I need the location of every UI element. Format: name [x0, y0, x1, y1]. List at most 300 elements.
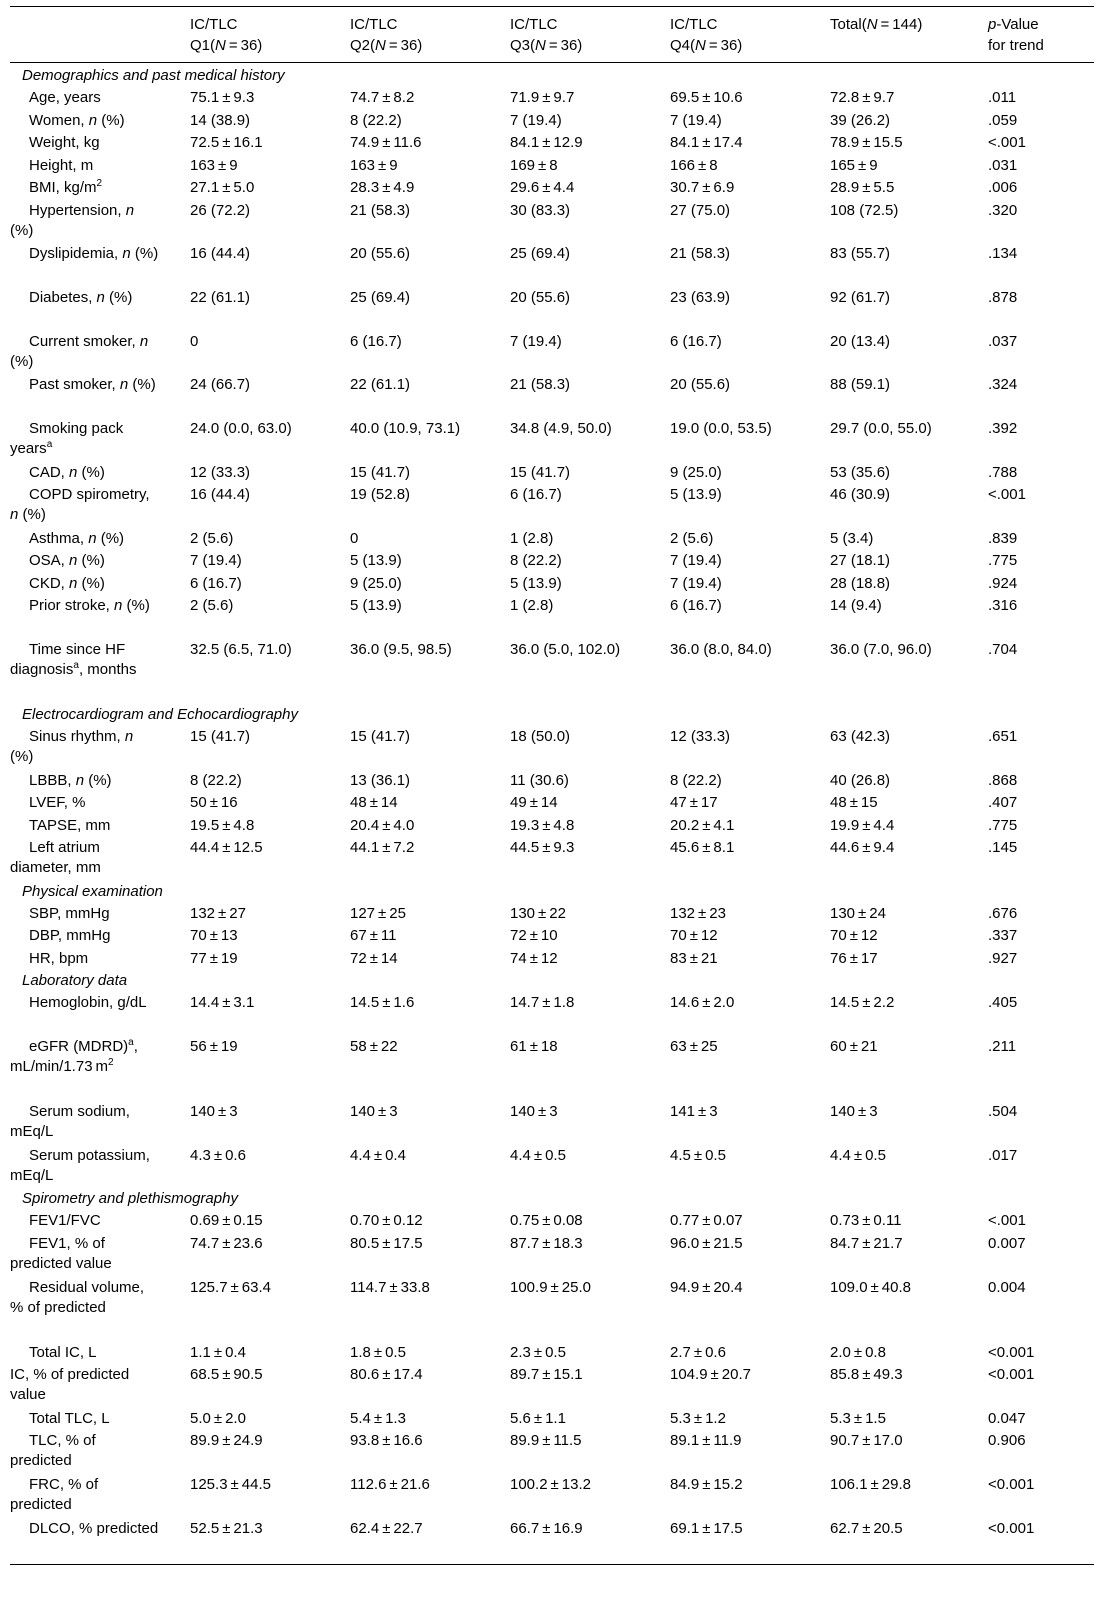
column-header-line1: IC/TLC [190, 16, 238, 33]
table-cell: 20 (55.6) [350, 245, 411, 263]
table-cell: 30.7 ± 6.9 [670, 179, 735, 196]
table-cell: 6 (16.7) [670, 597, 722, 615]
table-cell: 140 ± 3 [350, 1103, 398, 1120]
table-cell: 70 ± 13 [190, 927, 238, 945]
section-heading: Laboratory data [22, 972, 128, 990]
table-cell: <0.001 [988, 1475, 1035, 1493]
row-label: BMI, $kg/m^2$ [29, 178, 103, 196]
table-cell: 23 (63.9) [670, 288, 731, 306]
table-cell: 15 (41.7) [350, 728, 411, 745]
row-label: Hypertension, n (%) [10, 201, 135, 239]
row-label: Prior stroke, n (%) [29, 597, 150, 615]
table-cell: 25 (69.4) [350, 288, 411, 306]
header-bottom-rule [10, 62, 1094, 63]
table-cell: 70 ± 12 [830, 927, 878, 945]
table-cell: .134 [988, 245, 1018, 263]
column-header [988, 14, 1044, 56]
table-cell: 19.5 ± 4.8 [190, 816, 255, 834]
table-cell: 15 (41.7) [350, 463, 411, 481]
row-label: CAD, n (%) [29, 463, 105, 481]
section-heading: Electrocardiogram and Echocardiography [22, 706, 298, 723]
row-label: HR, bpm [29, 949, 89, 967]
table-cell: .320 [988, 201, 1018, 219]
row-label: FRC, % of predicted [10, 1475, 99, 1513]
table-cell: 29.6 ± 4.4 [510, 179, 575, 196]
table-cell: 19 (52.8) [350, 486, 411, 504]
table-cell: 87.7 ± 18.3 [510, 1234, 583, 1252]
table-cell: 26 (72.2) [190, 201, 251, 219]
table-cell: 16 (44.4) [190, 486, 251, 504]
table-cell: 1 (2.8) [510, 529, 554, 547]
row-label: COPD spirometry, n (%) [10, 486, 150, 524]
footnote-marker: a [128, 1037, 134, 1049]
table-cell: <0.001 [988, 1366, 1035, 1383]
table-cell: 84.1 ± 12.9 [510, 134, 583, 151]
table-cell: 8 (22.2) [670, 771, 722, 789]
table-cell: 169 ± 8 [510, 156, 558, 174]
column-header [350, 14, 422, 56]
table-cell: 20 (13.4) [830, 332, 891, 350]
table-cell: 6 (16.7) [510, 486, 562, 504]
table-cell: 21 (58.3) [510, 376, 571, 394]
table-cell: 66.7 ± 16.9 [510, 1519, 583, 1537]
column-header-line1: IC/TLC [350, 16, 398, 33]
table-cell: 4.5 ± 0.5 [670, 1146, 726, 1164]
footnote-marker: a [46, 439, 53, 450]
table-cell: 130 ± 24 [830, 904, 886, 922]
table-cell: 74.7 ± 23.6 [190, 1234, 263, 1252]
row-label: Current smoker, n (%) [10, 332, 149, 370]
table-cell: 74.9 ± 11.6 [350, 134, 422, 151]
table-cell: 9 (25.0) [350, 574, 402, 592]
table-cell: 5 (13.9) [350, 552, 402, 570]
table-cell: 88 (59.1) [830, 376, 891, 394]
table-cell: 4.4 ± 0.4 [350, 1146, 406, 1164]
table-cell: 2 (5.6) [190, 597, 234, 615]
italic-n: n [139, 332, 149, 350]
table-cell: 6 (16.7) [350, 332, 402, 350]
italic-n: n [114, 597, 123, 615]
table-cell: .316 [988, 597, 1018, 615]
table-cell: 14.5 ± 1.6 [350, 994, 415, 1012]
italic-n: n [88, 111, 98, 129]
table-cell: 47 ± 17 [670, 794, 718, 812]
italic-n: n [124, 728, 134, 745]
row-label: Diabetes, n (%) [29, 288, 133, 306]
table-cell: 11 (30.6) [510, 771, 569, 789]
table-cell: 84.9 ± 15.2 [670, 1475, 743, 1493]
italic-n: n [69, 574, 78, 592]
table-bottom-rule [10, 1564, 1094, 1565]
italic-N: N [535, 37, 546, 54]
table-cell: 130 ± 22 [510, 904, 566, 922]
table-cell: 27 (18.1) [830, 552, 891, 570]
table-cell: 46 (30.9) [830, 486, 891, 504]
table-cell: 30 (83.3) [510, 201, 571, 219]
table-cell: <.001 [988, 134, 1026, 151]
table-cell: 5 (3.4) [830, 529, 874, 547]
table-cell: 5 (13.9) [510, 574, 562, 592]
table-cell: 14.6 ± 2.0 [670, 994, 735, 1012]
table-cell: 4.3 ± 0.6 [190, 1146, 246, 1164]
table-cell: 0.77 ± 0.07 [670, 1212, 743, 1230]
table-cell: 80.6 ± 17.4 [350, 1366, 423, 1383]
table-cell: 140 ± 3 [510, 1103, 558, 1120]
table-cell: 108 (72.5) [830, 201, 899, 219]
table-cell: 166 ± 8 [670, 156, 718, 174]
column-header [190, 14, 262, 56]
table-cell: <.001 [988, 1212, 1026, 1230]
row-label: DBP, mmHg [29, 927, 111, 945]
table-cell: 14.5 ± 2.2 [830, 994, 895, 1012]
row-label: OSA, n (%) [29, 552, 105, 570]
table-cell: 125.7 ± 63.4 [190, 1278, 271, 1296]
table-cell: 52.5 ± 21.3 [190, 1519, 263, 1537]
table-cell: 19.9 ± 4.4 [830, 816, 895, 834]
italic-n: n [88, 529, 97, 547]
table-cell: 20 (55.6) [510, 288, 571, 306]
table-cell: 7 (19.4) [190, 552, 242, 570]
italic-n: n [119, 376, 129, 394]
table-cell: .775 [988, 552, 1018, 570]
table-cell: 114.7 ± 33.8 [350, 1278, 430, 1296]
table-cell: 62.4 ± 22.7 [350, 1519, 423, 1537]
table-cell: 25 (69.4) [510, 245, 571, 263]
row-label: Total IC, L [29, 1343, 97, 1361]
column-header-line2: Q1(N = 36) [190, 37, 263, 54]
table-cell: 32.5 (6.5, 71.0) [190, 641, 292, 659]
table-cell: 22 (61.1) [350, 376, 411, 394]
table-cell: 1.1 ± 0.4 [190, 1343, 246, 1361]
table-cell: .927 [988, 949, 1018, 967]
table-cell: 56 ± 19 [190, 1038, 238, 1056]
table-cell: .651 [988, 728, 1018, 745]
table-cell: 85.8 ± 49.3 [830, 1366, 903, 1383]
section-heading: Physical examination [22, 882, 163, 900]
table-cell: .392 [988, 420, 1018, 437]
table-cell: 92 (61.7) [830, 288, 891, 306]
table-cell: 165 ± 9 [830, 156, 878, 174]
table-cell: 2 (5.6) [190, 529, 234, 547]
table-cell: 19.0 (0.0, 53.5) [670, 420, 772, 437]
table-cell: 5.3 ± 1.2 [670, 1409, 726, 1427]
table-cell: .924 [988, 574, 1018, 592]
table-cell: 40 (26.8) [830, 771, 891, 789]
table-cell: .775 [988, 816, 1018, 834]
table-cell: 71.9 ± 9.7 [510, 89, 575, 106]
table-cell: 70 ± 12 [670, 927, 718, 945]
row-label: Serum sodium, mEq/L [10, 1103, 130, 1140]
table-cell: 112.6 ± 21.6 [350, 1475, 430, 1493]
table-cell: 163 ± 9 [350, 156, 398, 174]
table-cell: .878 [988, 288, 1018, 306]
table-cell: 22 (61.1) [190, 288, 251, 306]
column-header-line1: Total(N = 144) [830, 16, 923, 33]
table-cell: 4.4 ± 0.5 [830, 1146, 886, 1164]
table-cell: 132 ± 23 [670, 904, 726, 922]
table-cell: 15 (41.7) [190, 728, 251, 745]
table-cell: 29.7 (0.0, 55.0) [830, 420, 932, 437]
table-cell: 89.7 ± 15.1 [510, 1366, 583, 1383]
row-label: CKD, n (%) [29, 574, 105, 592]
table-cell: 94.9 ± 20.4 [670, 1278, 743, 1296]
table-cell: 20.2 ± 4.1 [670, 816, 735, 834]
row-label: Sinus rhythm, n (%) [10, 728, 134, 765]
italic-N: N [866, 16, 878, 33]
table-cell: 20.4 ± 4.0 [350, 816, 415, 834]
table-cell: 89.1 ± 11.9 [670, 1432, 742, 1450]
table-cell: 28.9 ± 5.5 [830, 179, 895, 196]
row-label: Serum potassium, mEq/L [10, 1146, 150, 1184]
table-cell: 21 (58.3) [350, 201, 411, 219]
table-cell: 63 (42.3) [830, 728, 891, 745]
table-cell: <.001 [988, 486, 1026, 504]
table-cell: 69.1 ± 17.5 [670, 1519, 743, 1537]
row-label: FEV1, % of predicted value [10, 1234, 112, 1272]
table-cell: 0.906 [988, 1432, 1026, 1450]
table-cell: .031 [988, 156, 1018, 174]
table-cell: 60 ± 21 [830, 1038, 878, 1056]
table-cell: 9 (25.0) [670, 463, 722, 481]
table-cell: 44.1 ± 7.2 [350, 839, 415, 857]
table-cell: 89.9 ± 11.5 [510, 1432, 582, 1450]
table-cell: 24 (66.7) [190, 376, 251, 394]
table-cell: 19.3 ± 4.8 [510, 816, 575, 834]
table-cell: .324 [988, 376, 1018, 394]
table-cell: 14 (38.9) [190, 111, 251, 129]
table-cell: 5 (13.9) [670, 486, 722, 504]
table-cell: .017 [988, 1146, 1018, 1164]
table-cell: 18 (50.0) [510, 728, 571, 745]
table-cell: 67 ± 11 [350, 927, 397, 945]
table-cell: 75.1 ± 9.3 [190, 89, 255, 106]
table-cell: 20 (55.6) [670, 376, 731, 394]
row-label: TAPSE, mm [29, 816, 111, 834]
row-label: Height, m [29, 156, 94, 174]
table-cell: 61 ± 18 [510, 1038, 558, 1056]
table-cell: 49 ± 14 [510, 794, 558, 812]
table-cell: 50 ± 16 [190, 794, 238, 812]
table-cell: 109.0 ± 40.8 [830, 1278, 911, 1296]
table-cell: .839 [988, 529, 1018, 547]
table-cell: 24.0 (0.0, 63.0) [190, 420, 292, 437]
table-cell: 0.047 [988, 1409, 1026, 1427]
table-cell: <0.001 [988, 1343, 1035, 1361]
table-cell: 15 (41.7) [510, 463, 571, 481]
table-cell: 12 (33.3) [670, 728, 731, 745]
superscript-2: 2 [96, 178, 103, 189]
table-cell: 63 ± 25 [670, 1038, 718, 1056]
row-label: Smoking pack years$^a$ [10, 420, 124, 457]
table-cell: 0.004 [988, 1278, 1026, 1296]
table-cell: .145 [988, 839, 1018, 857]
table-cell: 132 ± 27 [190, 904, 246, 922]
table-cell: 5 (13.9) [350, 597, 402, 615]
table-cell: .037 [988, 332, 1018, 350]
table-cell: 72 ± 10 [510, 927, 558, 945]
table-cell: 8 (22.2) [350, 111, 402, 129]
table-cell: 76 ± 17 [830, 949, 878, 967]
table-cell: .407 [988, 794, 1018, 812]
italic-n: n [69, 463, 78, 481]
table-cell: 68.5 ± 90.5 [190, 1366, 263, 1383]
italic-n: n [10, 506, 19, 524]
column-header-line2: for trend [988, 37, 1044, 54]
table-cell: 2.3 ± 0.5 [510, 1343, 566, 1361]
table-cell: 96.0 ± 21.5 [670, 1234, 743, 1252]
table-cell: 6 (16.7) [670, 332, 722, 350]
table-cell: 72.5 ± 16.1 [190, 134, 263, 151]
row-label: Women, n (%) [29, 111, 125, 129]
row-label: Age, years [29, 89, 101, 106]
table-cell: 36.0 (5.0, 102.0) [510, 641, 621, 659]
table-cell: 89.9 ± 24.9 [190, 1432, 263, 1450]
table-cell: 0.73 ± 0.11 [830, 1212, 902, 1230]
table-cell: 27 (75.0) [670, 201, 731, 219]
table-cell: 40.0 (10.9, 73.1) [350, 420, 461, 437]
table-cell: 0.75 ± 0.08 [510, 1212, 583, 1230]
footnote-marker: a [73, 660, 79, 672]
column-header-line1: IC/TLC [670, 16, 718, 33]
table-cell: 72.8 ± 9.7 [830, 89, 895, 106]
table-cell: 2.7 ± 0.6 [670, 1343, 726, 1361]
row-label: Residual volume, % of predicted [10, 1278, 145, 1316]
row-label: Hemoglobin, g/dL [29, 994, 147, 1012]
row-label: FEV1/FVC [29, 1212, 101, 1230]
table-cell: 2.0 ± 0.8 [830, 1343, 886, 1361]
italic-n: n [96, 288, 105, 306]
superscript-2: 2 [108, 1057, 114, 1069]
table-cell: 5.3 ± 1.5 [830, 1409, 886, 1427]
table-cell: 44.5 ± 9.3 [510, 839, 575, 857]
italic-p: p [988, 16, 997, 33]
table-cell: 44.4 ± 12.5 [190, 839, 263, 857]
table-cell: 44.6 ± 9.4 [830, 839, 895, 857]
table-cell: .011 [988, 89, 1017, 106]
table-cell: 14 (9.4) [830, 597, 882, 615]
row-label: Dyslipidemia, n (%) [29, 245, 159, 263]
italic-n: n [122, 245, 131, 263]
table-cell: 14.7 ± 1.8 [510, 994, 575, 1012]
table-cell: 0.70 ± 0.12 [350, 1212, 423, 1230]
header-row [10, 14, 1094, 58]
table-cell: 4.4 ± 0.5 [510, 1146, 566, 1164]
table-cell: 0 [190, 332, 199, 350]
table-cell: 5.6 ± 1.1 [510, 1409, 566, 1427]
table-cell: 69.5 ± 10.6 [670, 89, 743, 106]
table-cell: .704 [988, 641, 1018, 659]
italic-N: N [215, 37, 226, 54]
table-cell: 39 (26.2) [830, 111, 891, 129]
row-label: Past smoker, n (%) [29, 376, 156, 394]
table-cell: 100.9 ± 25.0 [510, 1278, 591, 1296]
table-cell: 8 (22.2) [190, 771, 242, 789]
column-header-line1: IC/TLC [510, 16, 558, 33]
row-label: Asthma, n (%) [29, 529, 125, 547]
table-cell: 74 ± 12 [510, 949, 558, 967]
table-cell: .868 [988, 771, 1018, 789]
table-cell: .676 [988, 904, 1018, 922]
table-cell: 7 (19.4) [510, 111, 562, 129]
italic-N: N [375, 37, 386, 54]
table-cell: 84.7 ± 21.7 [830, 1234, 903, 1252]
table-cell: 13 (36.1) [350, 771, 411, 789]
table-cell: 141 ± 3 [670, 1103, 718, 1120]
table-cell: .504 [988, 1103, 1018, 1120]
italic-N: N [695, 37, 706, 54]
table-cell: 53 (35.6) [830, 463, 891, 481]
table-cell: 62.7 ± 20.5 [830, 1519, 903, 1537]
row-label: Time since HF diagnosis$^a$, months [10, 641, 137, 679]
column-header-line2: Q4(N = 36) [670, 37, 743, 54]
table-cell: .006 [988, 179, 1018, 196]
row-label: eGFR (MDRD)$^a$, mL/min/1.73 $m^2$ [10, 1037, 138, 1076]
table-cell: 7 (19.4) [510, 332, 562, 350]
table-cell: .211 [988, 1038, 1017, 1056]
row-label: Left atrium diameter, mm [10, 839, 101, 877]
table-cell: 48 ± 14 [350, 794, 398, 812]
row-label: LVEF, % [29, 794, 86, 812]
table-cell: 0 [350, 529, 359, 547]
table-cell: 7 (19.4) [670, 552, 722, 570]
row-label: Total TLC, L [29, 1409, 110, 1427]
table-cell: 14.4 ± 3.1 [190, 994, 255, 1012]
row-label: LBBB, n (%) [29, 771, 112, 789]
table-cell: 5.0 ± 2.0 [190, 1409, 246, 1427]
table-cell: .405 [988, 994, 1018, 1012]
table-cell: .337 [988, 927, 1018, 945]
table-cell: 74.7 ± 8.2 [350, 89, 415, 106]
row-label: Weight, kg [29, 134, 100, 151]
table-cell: 12 (33.3) [190, 463, 251, 481]
column-header-line2: Q2(N = 36) [350, 37, 423, 54]
table-cell: 16 (44.4) [190, 245, 251, 263]
table-cell: 140 ± 3 [830, 1103, 878, 1120]
table-cell: 100.2 ± 13.2 [510, 1475, 591, 1493]
table-cell: 27.1 ± 5.0 [190, 179, 255, 196]
table-cell: 77 ± 19 [190, 949, 238, 967]
table-cell: 140 ± 3 [190, 1103, 238, 1120]
table-cell: 127 ± 25 [350, 904, 406, 922]
table-cell: 28 (18.8) [830, 574, 891, 592]
table-cell: 48 ± 15 [830, 794, 878, 812]
table-cell: <0.001 [988, 1519, 1035, 1537]
table-cell: 36.0 (8.0, 84.0) [670, 641, 772, 659]
table-cell: 45.6 ± 8.1 [670, 839, 735, 857]
table-cell: 36.0 (9.5, 98.5) [350, 641, 452, 659]
table-cell: 1.8 ± 0.5 [350, 1343, 406, 1361]
table-cell: 163 ± 9 [190, 156, 238, 174]
row-label: SBP, mmHg [29, 904, 110, 922]
table-cell: 83 ± 21 [670, 949, 718, 967]
table-cell: 28.3 ± 4.9 [350, 179, 415, 196]
table-cell: .059 [988, 111, 1018, 129]
row-label: TLC, % of predicted [10, 1432, 96, 1470]
table-cell: 104.9 ± 20.7 [670, 1366, 751, 1383]
italic-n: n [125, 201, 135, 219]
table-cell: 72 ± 14 [350, 949, 398, 967]
table-top-rule [10, 6, 1094, 7]
table-cell: 2 (5.6) [670, 529, 714, 547]
table-cell: 7 (19.4) [670, 574, 722, 592]
table-cell: 7 (19.4) [670, 111, 722, 129]
table-cell: 5.4 ± 1.3 [350, 1409, 406, 1427]
column-header-line2: Q3(N = 36) [510, 37, 583, 54]
table-cell: 84.1 ± 17.4 [670, 134, 743, 151]
table-cell: 106.1 ± 29.8 [830, 1475, 911, 1493]
table-cell: 34.8 (4.9, 50.0) [510, 420, 612, 437]
column-header-line1: p-Value [988, 16, 1039, 33]
